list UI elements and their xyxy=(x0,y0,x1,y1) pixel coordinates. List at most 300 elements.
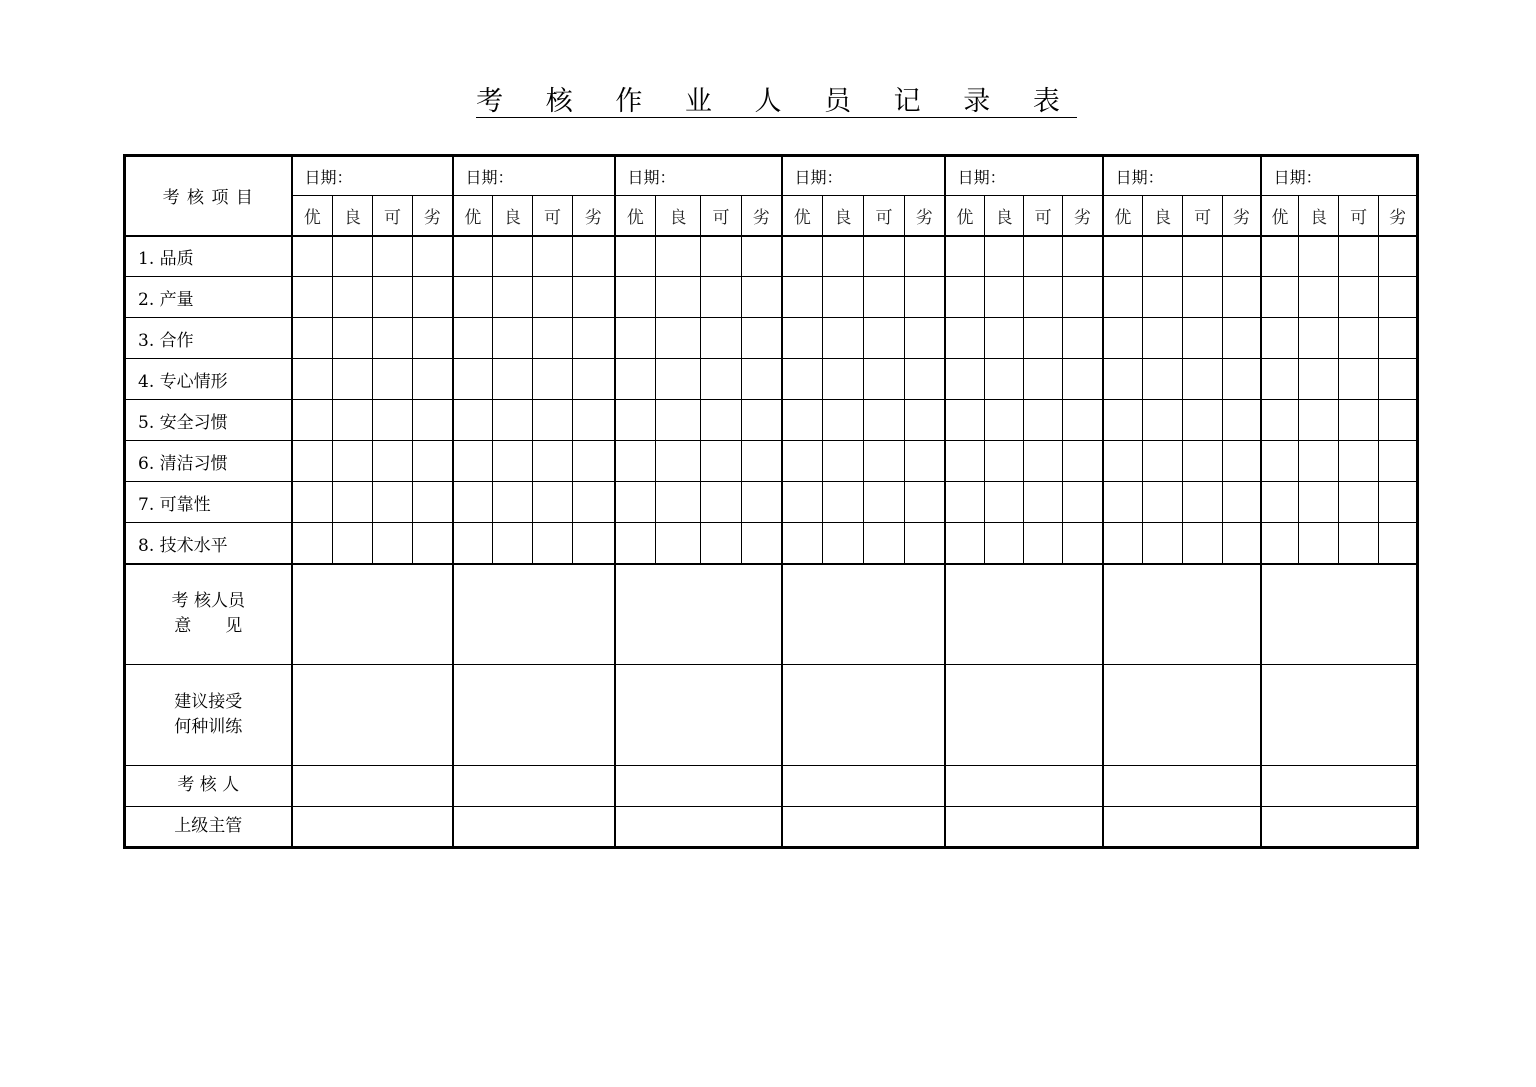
rating-cell[interactable] xyxy=(1339,318,1379,359)
rating-cell[interactable] xyxy=(742,400,782,441)
rating-cell[interactable] xyxy=(1379,400,1418,441)
supervisor-label xyxy=(125,806,292,847)
rating-cell[interactable] xyxy=(1103,318,1143,359)
rating-cell[interactable] xyxy=(615,523,656,564)
rating-cell[interactable] xyxy=(373,359,413,400)
rating-cell[interactable] xyxy=(823,523,864,564)
rating-cell[interactable] xyxy=(701,400,742,441)
rating-cell[interactable] xyxy=(533,400,573,441)
rating-cell[interactable] xyxy=(292,523,333,564)
rating-cell[interactable] xyxy=(864,441,905,482)
training-suggestion-field[interactable] xyxy=(292,664,453,765)
rating-cell[interactable] xyxy=(333,441,373,482)
assessor-opinion-field[interactable] xyxy=(453,564,615,664)
table-row xyxy=(125,236,1418,277)
rating-cell[interactable] xyxy=(493,359,533,400)
rating-cell[interactable] xyxy=(1379,523,1418,564)
rating-cell[interactable] xyxy=(656,318,701,359)
rating-cell[interactable] xyxy=(985,441,1024,482)
rating-cell[interactable] xyxy=(782,523,823,564)
rating-cell[interactable] xyxy=(615,318,656,359)
rating-cell[interactable] xyxy=(453,441,493,482)
grade-header: 优 xyxy=(453,196,493,236)
rating-cell[interactable] xyxy=(782,400,823,441)
rating-cell[interactable] xyxy=(453,400,493,441)
rating-cell[interactable] xyxy=(1024,277,1063,318)
rating-cell[interactable] xyxy=(1299,482,1339,523)
item-label: 4. 专心情形 xyxy=(125,359,292,400)
assessor-opinion-field[interactable] xyxy=(292,564,453,664)
rating-cell[interactable] xyxy=(292,359,333,400)
rating-cell[interactable] xyxy=(864,318,905,359)
rating-cell[interactable] xyxy=(533,318,573,359)
rating-cell[interactable] xyxy=(656,523,701,564)
training-suggestion-field[interactable] xyxy=(1103,664,1261,765)
rating-cell[interactable] xyxy=(1183,277,1223,318)
table-row xyxy=(125,359,1418,400)
rating-cell[interactable] xyxy=(1379,359,1418,400)
rating-cell[interactable] xyxy=(1183,523,1223,564)
grade-header: 劣 xyxy=(413,196,453,236)
rating-cell[interactable] xyxy=(533,277,573,318)
rating-cell[interactable] xyxy=(573,318,615,359)
rating-cell[interactable] xyxy=(742,277,782,318)
date-field-5[interactable]: 日期： xyxy=(945,156,1103,196)
rating-cell[interactable] xyxy=(1183,482,1223,523)
rating-cell[interactable] xyxy=(1299,400,1339,441)
rating-cell[interactable] xyxy=(945,400,985,441)
rating-cell[interactable] xyxy=(742,236,782,277)
rating-cell[interactable] xyxy=(1063,482,1103,523)
rating-cell[interactable] xyxy=(333,318,373,359)
assessor-opinion-field[interactable] xyxy=(945,564,1103,664)
rating-cell[interactable] xyxy=(1339,236,1379,277)
grade-header: 劣 xyxy=(1379,196,1418,236)
item-label: 3. 合作 xyxy=(125,318,292,359)
supervisor-field[interactable] xyxy=(945,806,1103,847)
grade-header: 优 xyxy=(292,196,333,236)
supervisor-field[interactable] xyxy=(292,806,453,847)
rating-cell[interactable] xyxy=(701,359,742,400)
rating-cell[interactable] xyxy=(823,400,864,441)
item-label: 7. 可靠性 xyxy=(125,482,292,523)
assessor-field[interactable] xyxy=(615,765,782,806)
supervisor-field[interactable] xyxy=(782,806,945,847)
rating-cell[interactable] xyxy=(985,318,1024,359)
table-row xyxy=(125,523,1418,564)
rating-cell[interactable] xyxy=(823,236,864,277)
rating-cell[interactable] xyxy=(945,359,985,400)
rating-cell[interactable] xyxy=(1223,441,1261,482)
assessor-field[interactable] xyxy=(453,765,615,806)
rating-cell[interactable] xyxy=(742,482,782,523)
rating-cell[interactable] xyxy=(1103,400,1143,441)
grade-header: 可 xyxy=(533,196,573,236)
rating-cell[interactable] xyxy=(1024,523,1063,564)
rating-cell[interactable] xyxy=(373,277,413,318)
rating-cell[interactable] xyxy=(373,318,413,359)
assessor-opinion-field[interactable] xyxy=(1261,564,1418,664)
rating-cell[interactable] xyxy=(615,482,656,523)
rating-cell[interactable] xyxy=(905,236,945,277)
rating-cell[interactable] xyxy=(292,277,333,318)
training-suggestion-field[interactable] xyxy=(1261,664,1418,765)
rating-cell[interactable] xyxy=(1143,236,1183,277)
rating-cell[interactable] xyxy=(1339,359,1379,400)
assessor-field[interactable] xyxy=(1261,765,1418,806)
rating-cell[interactable] xyxy=(1299,236,1339,277)
rating-cell[interactable] xyxy=(945,482,985,523)
rating-cell[interactable] xyxy=(615,441,656,482)
rating-cell[interactable] xyxy=(701,236,742,277)
rating-cell[interactable] xyxy=(1299,277,1339,318)
rating-cell[interactable] xyxy=(1103,277,1143,318)
rating-cell[interactable] xyxy=(742,441,782,482)
rating-cell[interactable] xyxy=(1223,400,1261,441)
rating-cell[interactable] xyxy=(292,236,333,277)
rating-cell[interactable] xyxy=(292,441,333,482)
rating-cell[interactable] xyxy=(1063,236,1103,277)
rating-cell[interactable] xyxy=(333,359,373,400)
rating-cell[interactable] xyxy=(1261,441,1299,482)
rating-cell[interactable] xyxy=(864,236,905,277)
rating-cell[interactable] xyxy=(333,236,373,277)
rating-cell[interactable] xyxy=(1379,277,1418,318)
rating-cell[interactable] xyxy=(1024,236,1063,277)
rating-cell[interactable] xyxy=(1299,359,1339,400)
rating-cell[interactable] xyxy=(1299,441,1339,482)
rating-cell[interactable] xyxy=(615,359,656,400)
rating-cell[interactable] xyxy=(1143,400,1183,441)
rating-cell[interactable] xyxy=(1143,277,1183,318)
rating-cell[interactable] xyxy=(373,236,413,277)
grade-header: 良 xyxy=(985,196,1024,236)
rating-cell[interactable] xyxy=(453,359,493,400)
assessor-field[interactable] xyxy=(292,765,453,806)
rating-cell[interactable] xyxy=(1024,318,1063,359)
rating-cell[interactable] xyxy=(533,441,573,482)
rating-cell[interactable] xyxy=(1223,318,1261,359)
rating-cell[interactable] xyxy=(864,359,905,400)
rating-cell[interactable] xyxy=(1223,277,1261,318)
rating-cell[interactable] xyxy=(1299,523,1339,564)
rating-cell[interactable] xyxy=(1063,400,1103,441)
rating-cell[interactable] xyxy=(1183,400,1223,441)
rating-cell[interactable] xyxy=(1063,359,1103,400)
rating-cell[interactable] xyxy=(1299,318,1339,359)
rating-cell[interactable] xyxy=(453,482,493,523)
grade-header: 优 xyxy=(1261,196,1299,236)
rating-cell[interactable] xyxy=(573,441,615,482)
item-label: 8. 技术水平 xyxy=(125,523,292,564)
rating-cell[interactable] xyxy=(905,359,945,400)
rating-cell[interactable] xyxy=(373,523,413,564)
rating-cell[interactable] xyxy=(985,277,1024,318)
rating-cell[interactable] xyxy=(333,523,373,564)
rating-cell[interactable] xyxy=(573,359,615,400)
rating-cell[interactable] xyxy=(945,318,985,359)
rating-cell[interactable] xyxy=(1223,236,1261,277)
supervisor-field[interactable] xyxy=(1261,806,1418,847)
rating-cell[interactable] xyxy=(1379,236,1418,277)
date-field-1[interactable]: 日期： xyxy=(292,156,453,196)
rating-cell[interactable] xyxy=(1261,277,1299,318)
rating-cell[interactable] xyxy=(493,523,533,564)
rating-cell[interactable] xyxy=(1339,441,1379,482)
rating-cell[interactable] xyxy=(493,277,533,318)
training-suggestion-field[interactable] xyxy=(453,664,615,765)
rating-cell[interactable] xyxy=(1183,359,1223,400)
rating-cell[interactable] xyxy=(413,441,453,482)
grade-header: 劣 xyxy=(742,196,782,236)
rating-cell[interactable] xyxy=(615,400,656,441)
rating-cell[interactable] xyxy=(1024,400,1063,441)
assessment-record-table xyxy=(123,154,1419,849)
date-field-7[interactable]: 日期： xyxy=(1261,156,1418,196)
rating-cell[interactable] xyxy=(742,359,782,400)
rating-cell[interactable] xyxy=(493,400,533,441)
supervisor-field[interactable] xyxy=(1103,806,1261,847)
rating-cell[interactable] xyxy=(782,277,823,318)
rating-cell[interactable] xyxy=(493,318,533,359)
rating-cell[interactable] xyxy=(1261,523,1299,564)
date-field-4[interactable]: 日期： xyxy=(782,156,945,196)
rating-cell[interactable] xyxy=(1261,318,1299,359)
grade-header: 劣 xyxy=(1063,196,1103,236)
rating-cell[interactable] xyxy=(373,441,413,482)
grade-header: 良 xyxy=(823,196,864,236)
rating-cell[interactable] xyxy=(573,482,615,523)
rating-cell[interactable] xyxy=(333,277,373,318)
rating-cell[interactable] xyxy=(905,441,945,482)
rating-cell[interactable] xyxy=(1024,359,1063,400)
rating-cell[interactable] xyxy=(1143,523,1183,564)
rating-cell[interactable] xyxy=(413,523,453,564)
rating-cell[interactable] xyxy=(1183,236,1223,277)
rating-cell[interactable] xyxy=(905,400,945,441)
rating-cell[interactable] xyxy=(905,277,945,318)
assessor-opinion-field[interactable] xyxy=(615,564,782,664)
grade-header: 优 xyxy=(782,196,823,236)
rating-cell[interactable] xyxy=(782,441,823,482)
rating-cell[interactable] xyxy=(656,359,701,400)
rating-cell[interactable] xyxy=(905,318,945,359)
training-suggestion-label-line: 建议接受 xyxy=(174,691,243,712)
rating-cell[interactable] xyxy=(945,523,985,564)
rating-cell[interactable] xyxy=(701,441,742,482)
rating-cell[interactable] xyxy=(413,359,453,400)
rating-cell[interactable] xyxy=(373,482,413,523)
assessor-field[interactable] xyxy=(1103,765,1261,806)
rating-cell[interactable] xyxy=(701,318,742,359)
grade-header: 可 xyxy=(864,196,905,236)
rating-cell[interactable] xyxy=(533,236,573,277)
training-suggestion-field[interactable] xyxy=(615,664,782,765)
rating-cell[interactable] xyxy=(1063,277,1103,318)
rating-cell[interactable] xyxy=(823,318,864,359)
rating-cell[interactable] xyxy=(533,523,573,564)
rating-cell[interactable] xyxy=(656,441,701,482)
rating-cell[interactable] xyxy=(701,277,742,318)
rating-cell[interactable] xyxy=(1143,318,1183,359)
rating-cell[interactable] xyxy=(985,400,1024,441)
rating-cell[interactable] xyxy=(493,236,533,277)
supervisor-field[interactable] xyxy=(615,806,782,847)
rating-cell[interactable] xyxy=(453,318,493,359)
rating-cell[interactable] xyxy=(1063,318,1103,359)
rating-cell[interactable] xyxy=(985,523,1024,564)
rating-cell[interactable] xyxy=(1103,523,1143,564)
rating-cell[interactable] xyxy=(985,482,1024,523)
rating-cell[interactable] xyxy=(864,482,905,523)
rating-cell[interactable] xyxy=(782,236,823,277)
rating-cell[interactable] xyxy=(1379,318,1418,359)
rating-cell[interactable] xyxy=(1183,441,1223,482)
rating-cell[interactable] xyxy=(1379,441,1418,482)
rating-cell[interactable] xyxy=(945,441,985,482)
rating-cell[interactable] xyxy=(656,277,701,318)
date-field-2[interactable]: 日期： xyxy=(453,156,615,196)
rating-cell[interactable] xyxy=(533,482,573,523)
rating-cell[interactable] xyxy=(823,359,864,400)
rating-cell[interactable] xyxy=(333,400,373,441)
rating-cell[interactable] xyxy=(1103,482,1143,523)
grade-header: 可 xyxy=(701,196,742,236)
rating-cell[interactable] xyxy=(985,236,1024,277)
rating-cell[interactable] xyxy=(1223,482,1261,523)
rating-cell[interactable] xyxy=(701,482,742,523)
rating-cell[interactable] xyxy=(823,441,864,482)
grade-header: 可 xyxy=(1024,196,1063,236)
training-suggestion-field[interactable] xyxy=(782,664,945,765)
grade-header: 优 xyxy=(615,196,656,236)
rating-cell[interactable] xyxy=(1261,400,1299,441)
rating-cell[interactable] xyxy=(1143,359,1183,400)
rating-cell[interactable] xyxy=(782,318,823,359)
rating-cell[interactable] xyxy=(1261,359,1299,400)
supervisor-field[interactable] xyxy=(453,806,615,847)
rating-cell[interactable] xyxy=(573,523,615,564)
grade-header: 可 xyxy=(373,196,413,236)
form-title: 考 核 作 业 人 员 记 录 表 xyxy=(476,86,1077,117)
rating-cell[interactable] xyxy=(1339,523,1379,564)
assessor xyxy=(125,765,1418,806)
rating-cell[interactable] xyxy=(493,441,533,482)
grade-header: 良 xyxy=(333,196,373,236)
rating-cell[interactable] xyxy=(573,277,615,318)
rating-cell[interactable] xyxy=(573,236,615,277)
rating-cell[interactable] xyxy=(453,236,493,277)
rating-cell[interactable] xyxy=(905,482,945,523)
rating-cell[interactable] xyxy=(1103,359,1143,400)
rating-cell[interactable] xyxy=(1143,482,1183,523)
grade-header: 良 xyxy=(656,196,701,236)
rating-cell[interactable] xyxy=(1339,277,1379,318)
rating-cell[interactable] xyxy=(1024,482,1063,523)
table-row xyxy=(125,482,1418,523)
rating-cell[interactable] xyxy=(333,482,373,523)
rating-cell[interactable] xyxy=(864,400,905,441)
rating-cell[interactable] xyxy=(742,318,782,359)
rating-cell[interactable] xyxy=(1339,482,1379,523)
rating-cell[interactable] xyxy=(615,236,656,277)
item-label: 1. 品质 xyxy=(125,236,292,277)
supervisor-label-line: 上级主管 xyxy=(174,815,243,836)
rating-cell[interactable] xyxy=(1261,482,1299,523)
date-field-6[interactable]: 日期： xyxy=(1103,156,1261,196)
rating-cell[interactable] xyxy=(573,400,615,441)
date-field-3[interactable]: 日期： xyxy=(615,156,782,196)
rating-cell[interactable] xyxy=(413,236,453,277)
assessor-opinion-label-line: 考 核人员 xyxy=(171,591,245,612)
rating-cell[interactable] xyxy=(701,523,742,564)
assessor-opinion-field[interactable] xyxy=(1103,564,1261,664)
rating-cell[interactable] xyxy=(782,359,823,400)
rating-cell[interactable] xyxy=(945,236,985,277)
rating-cell[interactable] xyxy=(656,236,701,277)
rating-cell[interactable] xyxy=(864,277,905,318)
rating-cell[interactable] xyxy=(985,359,1024,400)
rating-cell[interactable] xyxy=(373,400,413,441)
rating-cell[interactable] xyxy=(413,482,453,523)
rating-cell[interactable] xyxy=(782,482,823,523)
rating-cell[interactable] xyxy=(1024,441,1063,482)
table-row xyxy=(125,318,1418,359)
rating-cell[interactable] xyxy=(1063,523,1103,564)
supervisor xyxy=(125,806,1418,847)
rating-cell[interactable] xyxy=(615,277,656,318)
training-suggestion-field[interactable] xyxy=(945,664,1103,765)
rating-cell[interactable] xyxy=(1261,236,1299,277)
assessor-field[interactable] xyxy=(945,765,1103,806)
rating-cell[interactable] xyxy=(1103,236,1143,277)
rating-cell[interactable] xyxy=(1183,318,1223,359)
rating-cell[interactable] xyxy=(1103,441,1143,482)
rating-cell[interactable] xyxy=(453,523,493,564)
rating-cell[interactable] xyxy=(945,277,985,318)
rating-cell[interactable] xyxy=(413,400,453,441)
rating-cell[interactable] xyxy=(905,523,945,564)
item-label: 2. 产量 xyxy=(125,277,292,318)
rating-cell[interactable] xyxy=(1379,482,1418,523)
rating-cell[interactable] xyxy=(292,482,333,523)
rating-cell[interactable] xyxy=(292,400,333,441)
grade-header: 良 xyxy=(1299,196,1339,236)
training-suggestion-label xyxy=(125,664,292,765)
assessor-opinion-field[interactable] xyxy=(782,564,945,664)
rating-cell[interactable] xyxy=(742,523,782,564)
rating-cell[interactable] xyxy=(823,277,864,318)
rating-cell[interactable] xyxy=(1339,400,1379,441)
rating-cell[interactable] xyxy=(1143,441,1183,482)
rating-cell[interactable] xyxy=(864,523,905,564)
grade-header: 劣 xyxy=(905,196,945,236)
rating-cell[interactable] xyxy=(656,400,701,441)
rating-cell[interactable] xyxy=(1063,441,1103,482)
rating-cell[interactable] xyxy=(292,318,333,359)
assessor-field[interactable] xyxy=(782,765,945,806)
rating-cell[interactable] xyxy=(533,359,573,400)
rating-cell[interactable] xyxy=(656,482,701,523)
rating-cell[interactable] xyxy=(413,277,453,318)
rating-cell[interactable] xyxy=(823,482,864,523)
rating-cell[interactable] xyxy=(493,482,533,523)
rating-cell[interactable] xyxy=(453,277,493,318)
rating-cell[interactable] xyxy=(413,318,453,359)
rating-cell[interactable] xyxy=(1223,359,1261,400)
rating-cell[interactable] xyxy=(1223,523,1261,564)
grade-header: 良 xyxy=(493,196,533,236)
